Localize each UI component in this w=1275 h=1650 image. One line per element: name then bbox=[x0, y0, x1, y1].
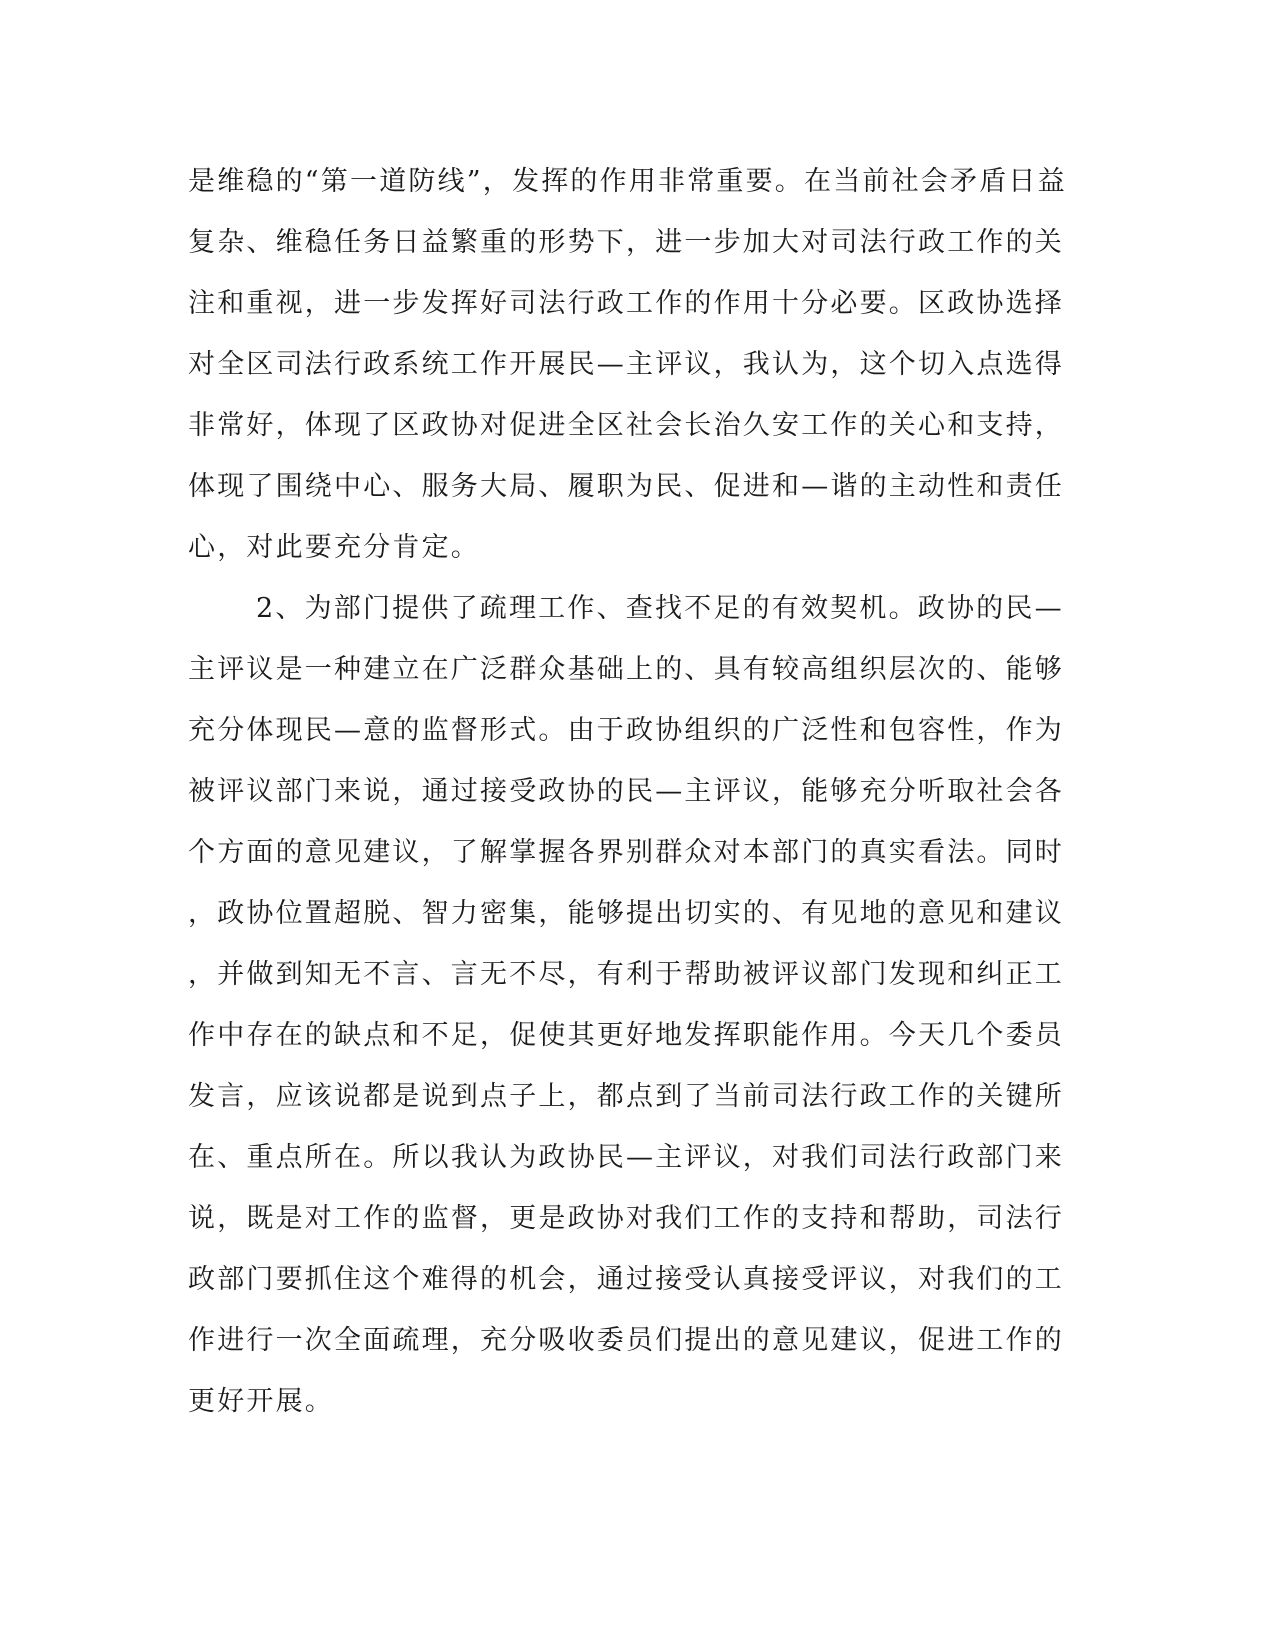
paragraph-2-line: ，政协位置超脱、智力密集，能够提出切实的、有见地的意见和建议 bbox=[188, 898, 1064, 929]
paragraph-1-line: 是维稳的“第一道防线”，发挥的作用非常重要。在当前社会矛盾日益 bbox=[188, 166, 1067, 197]
paragraph-1-line: 复杂、维稳任务日益繁重的形势下，进一步加大对司法行政工作的关 bbox=[188, 227, 1064, 258]
paragraph-2-line: 说，既是对工作的监督，更是政协对我们工作的支持和帮助，司法行 bbox=[188, 1203, 1064, 1234]
paragraph-2-line: 更好开展。 bbox=[188, 1386, 334, 1417]
paragraph-2-line: 2、为部门提供了疏理工作、查找不足的有效契机。政协的民— bbox=[256, 593, 1064, 624]
paragraph-2-line: 政部门要抓住这个难得的机会，通过接受认真接受评议，对我们的工 bbox=[188, 1264, 1064, 1295]
paragraph-2-line: 主评议是一种建立在广泛群众基础上的、具有较高组织层次的、能够 bbox=[188, 654, 1064, 685]
paragraph-1-line: 非常好，体现了区政协对促进全区社会长治久安工作的关心和支持， bbox=[188, 410, 1064, 441]
paragraph-2-line: 个方面的意见建议，了解掌握各界别群众对本部门的真实看法。同时 bbox=[188, 837, 1064, 868]
paragraph-2-line: 发言，应该说都是说到点子上，都点到了当前司法行政工作的关键所 bbox=[188, 1081, 1064, 1112]
paragraph-1-line: 体现了围绕中心、服务大局、履职为民、促进和—谐的主动性和责任 bbox=[188, 471, 1064, 502]
paragraph-1-line: 心，对此要充分肯定。 bbox=[188, 532, 480, 563]
paragraph-1-line: 注和重视，进一步发挥好司法行政工作的作用十分必要。区政协选择 bbox=[188, 288, 1064, 319]
paragraph-2-line: 在、重点所在。所以我认为政协民—主评议，对我们司法行政部门来 bbox=[188, 1142, 1064, 1173]
paragraph-2-line: 作中存在的缺点和不足，促使其更好地发挥职能作用。今天几个委员 bbox=[188, 1020, 1064, 1051]
paragraph-2-line: ，并做到知无不言、言无不尽，有利于帮助被评议部门发现和纠正工 bbox=[188, 959, 1064, 990]
document-body bbox=[188, 151, 1068, 1432]
paragraph-2-line: 作进行一次全面疏理，充分吸收委员们提出的意见建议，促进工作的 bbox=[188, 1325, 1064, 1356]
paragraph-2-line: 被评议部门来说，通过接受政协的民—主评议，能够充分听取社会各 bbox=[188, 776, 1064, 807]
paragraph-1-line: 对全区司法行政系统工作开展民—主评议，我认为，这个切入点选得 bbox=[188, 349, 1064, 380]
paragraph-2-line: 充分体现民—意的监督形式。由于政协组织的广泛性和包容性，作为 bbox=[188, 715, 1064, 746]
